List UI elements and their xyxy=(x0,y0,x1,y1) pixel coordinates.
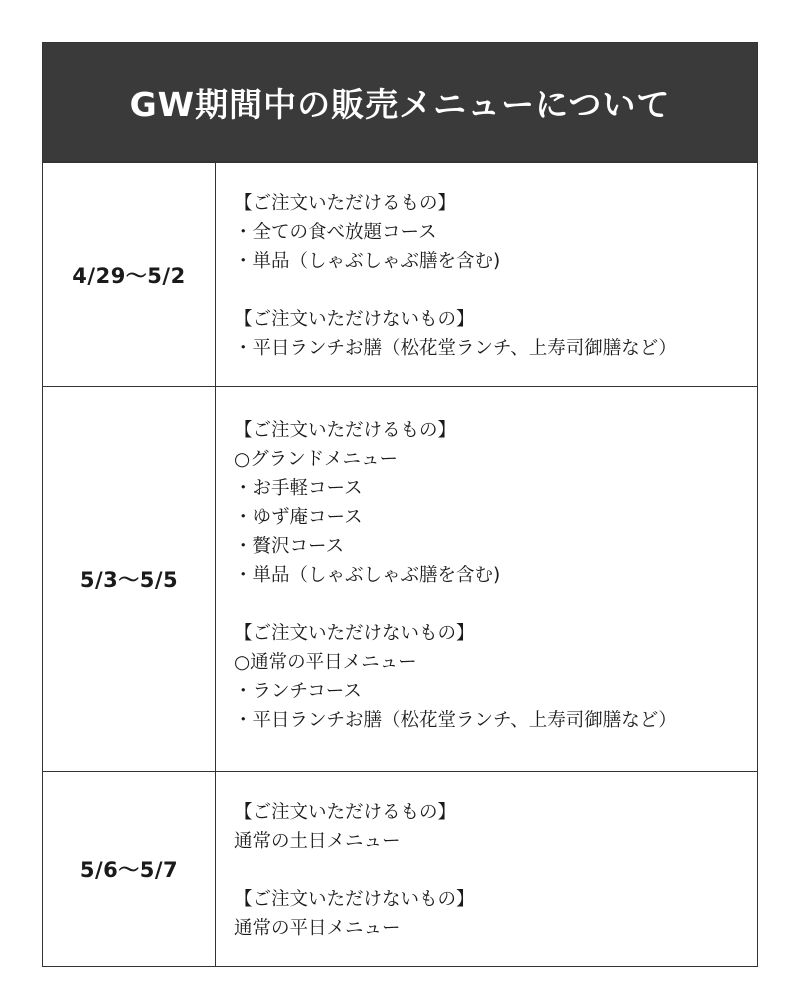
available-item: ・お手軽コース xyxy=(234,478,363,499)
menu-notice-table xyxy=(42,42,758,967)
unavailable-item: ・ランチコース xyxy=(234,681,362,702)
available-item: ・全ての食べ放題コース xyxy=(234,222,437,243)
spacer xyxy=(234,856,757,885)
spacer xyxy=(234,276,757,305)
unavailable-item: ・平日ランチお膳（松花堂ランチ、上寿司御膳など） xyxy=(234,710,677,731)
unavailable-heading: 【ご注文いただけないもの】 xyxy=(234,309,475,330)
unavailable-heading: 【ご注文いただけないもの】 xyxy=(234,889,475,910)
available-item: ・ゆず庵コース xyxy=(234,507,363,528)
unavailable-item: 通常の平日メニュー xyxy=(234,918,401,939)
available-heading: 【ご注文いただけるもの】 xyxy=(234,420,457,441)
period-menu-details xyxy=(216,163,757,386)
spacer xyxy=(234,590,757,619)
period-date-range: 5/3〜5/5 xyxy=(43,387,216,771)
period-menu-details xyxy=(216,772,757,966)
period-row xyxy=(43,162,757,386)
period-menu-details xyxy=(216,387,757,771)
period-date-range: 5/6〜5/7 xyxy=(43,772,216,966)
period-date-range: 4/29〜5/2 xyxy=(43,163,216,386)
unavailable-item: ○通常の平日メニュー xyxy=(234,652,417,673)
period-row xyxy=(43,771,757,966)
notice-title: GW期間中の販売メニューについて xyxy=(43,43,757,162)
available-heading: 【ご注文いただけるもの】 xyxy=(234,193,457,214)
available-item: ・贅沢コース xyxy=(234,536,345,557)
available-heading: 【ご注文いただけるもの】 xyxy=(234,802,457,823)
unavailable-item: ・平日ランチお膳（松花堂ランチ、上寿司御膳など） xyxy=(234,338,677,359)
available-item: ○グランドメニュー xyxy=(234,449,398,470)
available-item: ・単品（しゃぶしゃぶ膳を含む) xyxy=(234,251,501,272)
available-item: ・単品（しゃぶしゃぶ膳を含む) xyxy=(234,565,501,586)
unavailable-heading: 【ご注文いただけないもの】 xyxy=(234,623,475,644)
period-row xyxy=(43,386,757,771)
available-item: 通常の土日メニュー xyxy=(234,831,401,852)
